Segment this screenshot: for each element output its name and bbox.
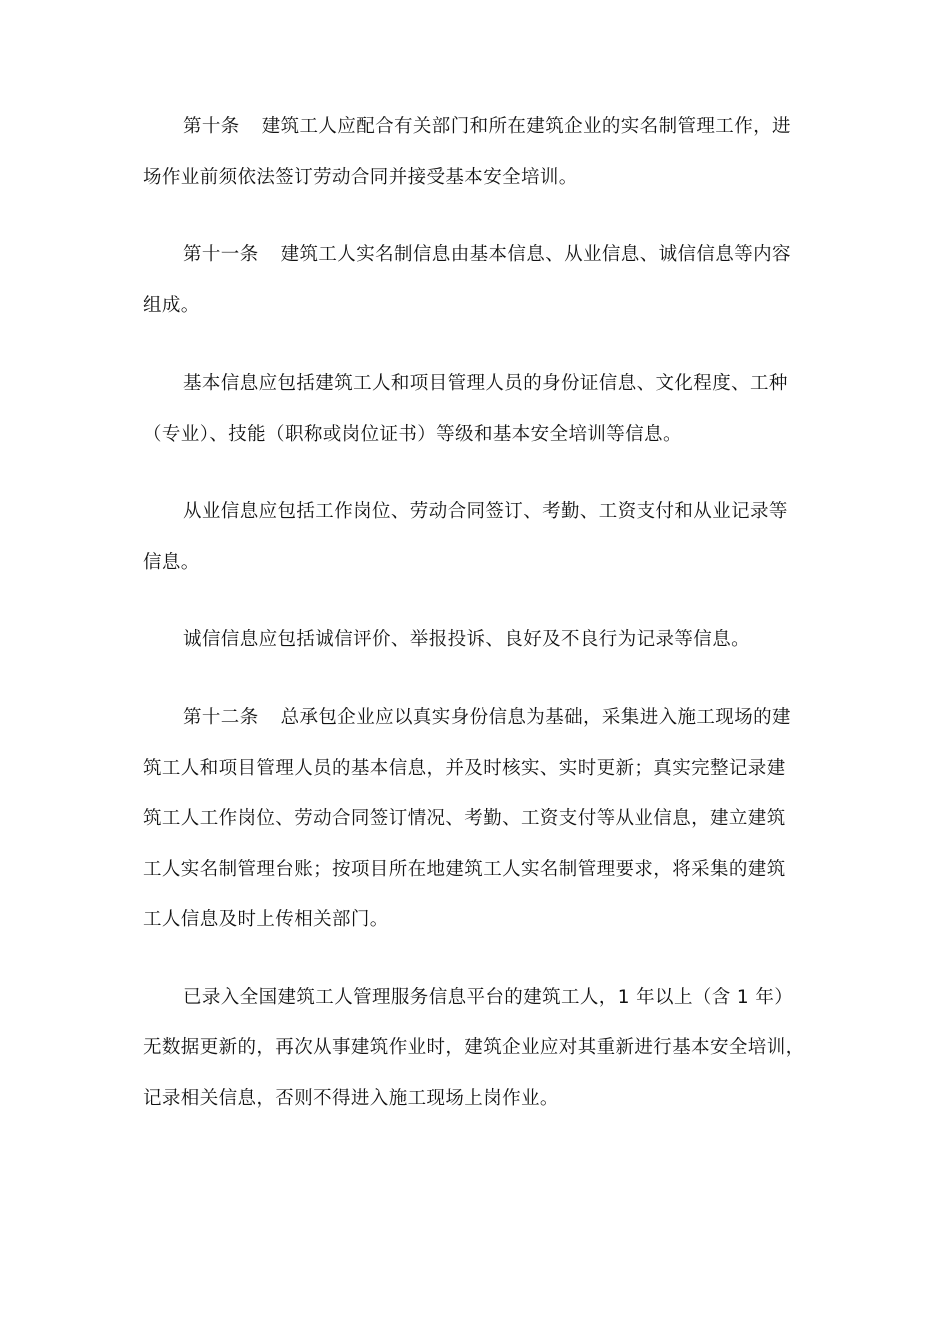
paragraph-article-12-line-3: 筑工人工作岗位、劳动合同签订情况、考勤、工资支付等从业信息，建立建筑 (143, 808, 786, 829)
paragraph-text: 建筑工人实名制信息由基本信息、从业信息、诚信信息等内容 (280, 244, 791, 265)
paragraph-credit-info-line-1: 诚信信息应包括诚信评价、举报投诉、良好及不良行为记录等信息。 (183, 629, 751, 650)
paragraph-article-12-line-1 (183, 705, 883, 731)
paragraph-article-11-line-2: 组成。 (143, 295, 200, 316)
paragraph-employment-info-line-2: 信息。 (143, 552, 200, 573)
paragraph-registered-workers-line-3: 记录相关信息，否则不得进入施工现场上岗作业。 (143, 1088, 559, 1109)
paragraph-registered-workers-line-1: 已录入全国建筑工人管理服务信息平台的建筑工人，1 年以上（含 1 年） (183, 987, 794, 1008)
article-label: 第十一条 (183, 244, 259, 265)
paragraph-text: 建筑工人应配合有关部门和所在建筑企业的实名制管理工作，进 (261, 116, 791, 137)
paragraph-article-12-line-2: 筑工人和项目管理人员的基本信息，并及时核实、实时更新；真实完整记录建 (143, 758, 786, 779)
article-label: 第十条 (183, 116, 240, 137)
paragraph-basic-info-line-1: 基本信息应包括建筑工人和项目管理人员的身份证信息、文化程度、工种 (183, 373, 788, 394)
paragraph-basic-info-line-2: （专业）、技能（职称或岗位证书）等级和基本安全培训等信息。 (143, 424, 682, 445)
paragraph-article-10-line-2: 场作业前须依法签订劳动合同并接受基本安全培训。 (143, 167, 578, 188)
article-label: 第十二条 (183, 707, 259, 728)
paragraph-article-11-line-1 (183, 242, 883, 268)
paragraph-article-12-line-5: 工人信息及时上传相关部门。 (143, 909, 389, 930)
paragraph-article-12-line-4: 工人实名制管理台账；按项目所在地建筑工人实名制管理要求，将采集的建筑 (143, 859, 786, 880)
paragraph-employment-info-line-1: 从业信息应包括工作岗位、劳动合同签订、考勤、工资支付和从业记录等 (183, 501, 788, 522)
paragraph-text: 总承包企业应以真实身份信息为基础，采集进入施工现场的建 (280, 707, 791, 728)
paragraph-registered-workers-line-2: 无数据更新的，再次从事建筑作业时，建筑企业应对其重新进行基本安全培训， (143, 1037, 805, 1058)
paragraph-article-10-line-1 (183, 114, 883, 140)
